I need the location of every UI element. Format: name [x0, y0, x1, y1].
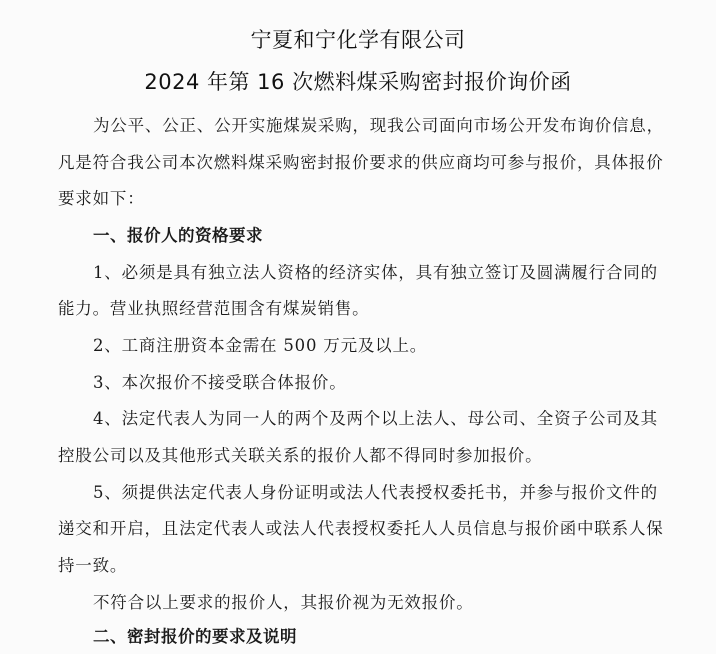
requirement-2: 2、工商注册资本金需在 500 万元及以上。 [93, 336, 428, 355]
section-2-heading: 二、密封报价的要求及说明 [93, 627, 297, 646]
requirement-5-line-1: 5、须提供法定代表人身份证明或法人代表授权委托书，并参与报价文件的 [93, 483, 658, 502]
requirement-1-line-1: 1、必须是具有独立法人资格的经济实体，具有独立签订及圆满履行合同的 [93, 263, 658, 282]
company-title: 宁夏和宁化学有限公司 [250, 28, 466, 52]
requirement-4-line-2: 控股公司以及其他形式关联关系的报价人都不得同时参加报价。 [58, 446, 543, 465]
invalid-bid-note: 不符合以上要求的报价人，其报价视为无效报价。 [93, 593, 474, 612]
document-title: 2024 年第 16 次燃料煤采购密封报价询价函 [144, 70, 572, 94]
requirement-1-line-2: 能力。营业执照经营范围含有煤炭销售。 [58, 299, 370, 318]
requirement-5-line-3: 持一致。 [58, 556, 128, 575]
intro-line-1: 为公平、公正、公开实施煤炭采购，现我公司面向市场公开发布询价信息， [93, 116, 664, 135]
intro-line-3: 要求如下： [58, 189, 145, 208]
section-1-heading: 一、报价人的资格要求 [93, 226, 263, 245]
requirement-4-line-1: 4、法定代表人为同一人的两个及两个以上法人、母公司、全资子公司及其 [93, 409, 658, 428]
requirement-5-line-2: 递交和开启，且法定代表人或法人代表授权委托人人员信息与报价函中联系人保 [58, 519, 664, 538]
intro-line-2: 凡是符合我公司本次燃料煤采购密封报价要求的供应商均可参与报价，具体报价 [58, 153, 664, 172]
requirement-3: 3、本次报价不接受联合体报价。 [93, 373, 347, 392]
